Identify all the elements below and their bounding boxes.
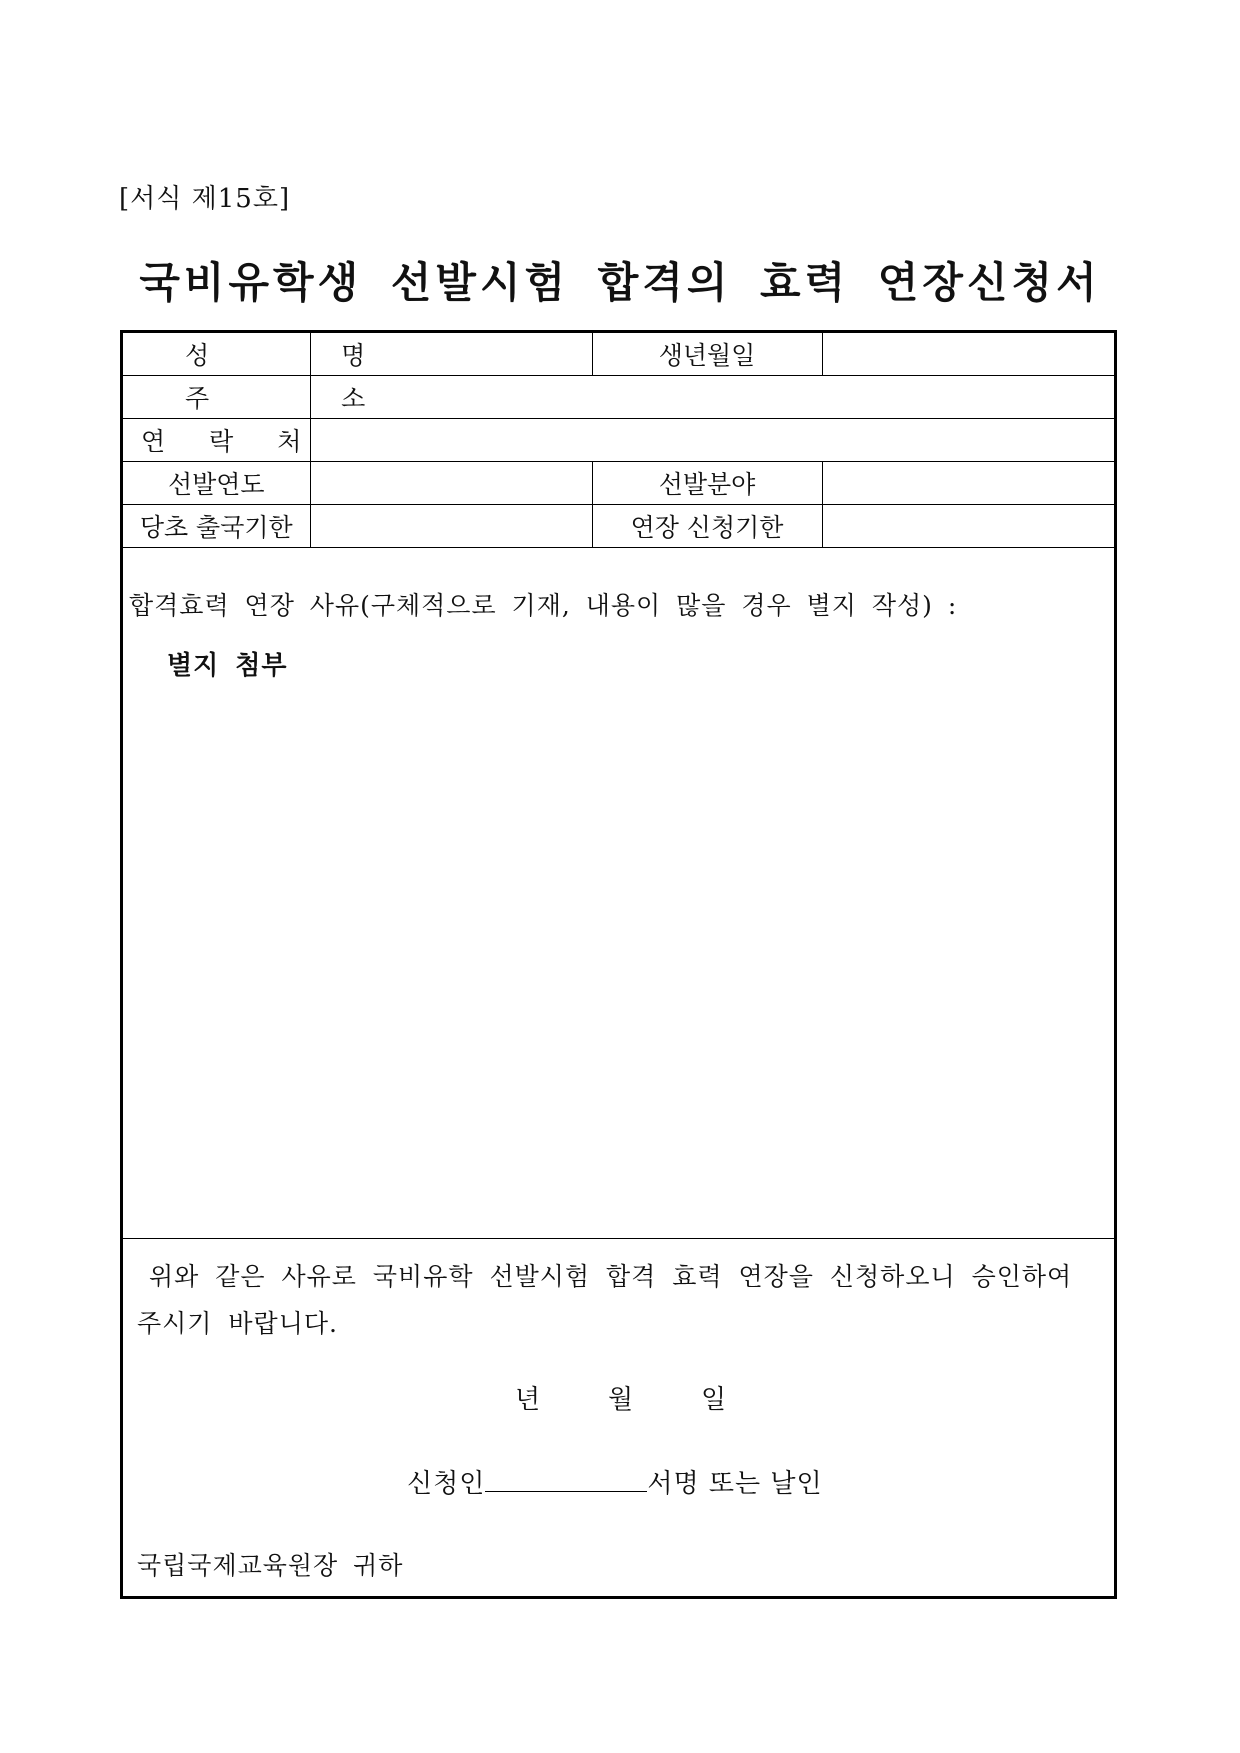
table-row xyxy=(123,333,1114,376)
extension-label: 연장 신청기한 xyxy=(592,505,822,548)
signature-line[interactable] xyxy=(485,1465,647,1492)
divider xyxy=(123,1238,1114,1239)
field-label: 선발분야 xyxy=(592,462,822,505)
page-title: 국비유학생 선발시험 합격의 효력 연장신청서 xyxy=(139,258,1101,307)
year-text: 년 xyxy=(515,1385,541,1415)
signature-row xyxy=(407,1463,823,1500)
table-row xyxy=(123,462,1114,505)
deadline-label: 당초 출국기한 xyxy=(123,505,310,548)
table-row xyxy=(123,419,1114,462)
year-field[interactable] xyxy=(310,462,592,505)
month-text: 월 xyxy=(608,1385,634,1415)
day-text: 일 xyxy=(701,1385,727,1415)
reason-label: 합격효력 연장 사유(구체적으로 기재, 내용이 많을 경우 별지 작성) : xyxy=(129,591,958,620)
address-field[interactable] xyxy=(310,376,1114,419)
table-row xyxy=(123,505,1114,548)
reason-value[interactable]: 별지 첨부 xyxy=(167,651,288,681)
sign-note: 서명 또는 날인 xyxy=(647,1469,823,1499)
birth-field[interactable] xyxy=(822,333,1114,376)
extension-field[interactable] xyxy=(822,505,1114,548)
form-number: [서식 제15호] xyxy=(119,184,291,214)
applicant-info-table xyxy=(123,333,1114,548)
field-field[interactable] xyxy=(822,462,1114,505)
year-label: 선발연도 xyxy=(123,462,310,505)
applicant-label: 신청인 xyxy=(407,1469,486,1499)
contact-field[interactable] xyxy=(310,419,1114,462)
contact-label: 연 락 처 xyxy=(123,419,310,462)
statement-text: 위와 같은 사유로 국비유학 선발시험 합격 효력 연장을 신청하오니 승인하여 주시기 바랍니다. xyxy=(137,1262,1073,1338)
name-label: 성 명 xyxy=(123,333,310,376)
deadline-field[interactable] xyxy=(310,505,592,548)
table-row xyxy=(123,376,1114,419)
address-label: 주 소 xyxy=(123,376,310,419)
addressee: 국립국제교육원장 귀하 xyxy=(137,1551,404,1580)
form-frame xyxy=(120,330,1117,1599)
birth-label: 생년월일 xyxy=(592,333,822,376)
